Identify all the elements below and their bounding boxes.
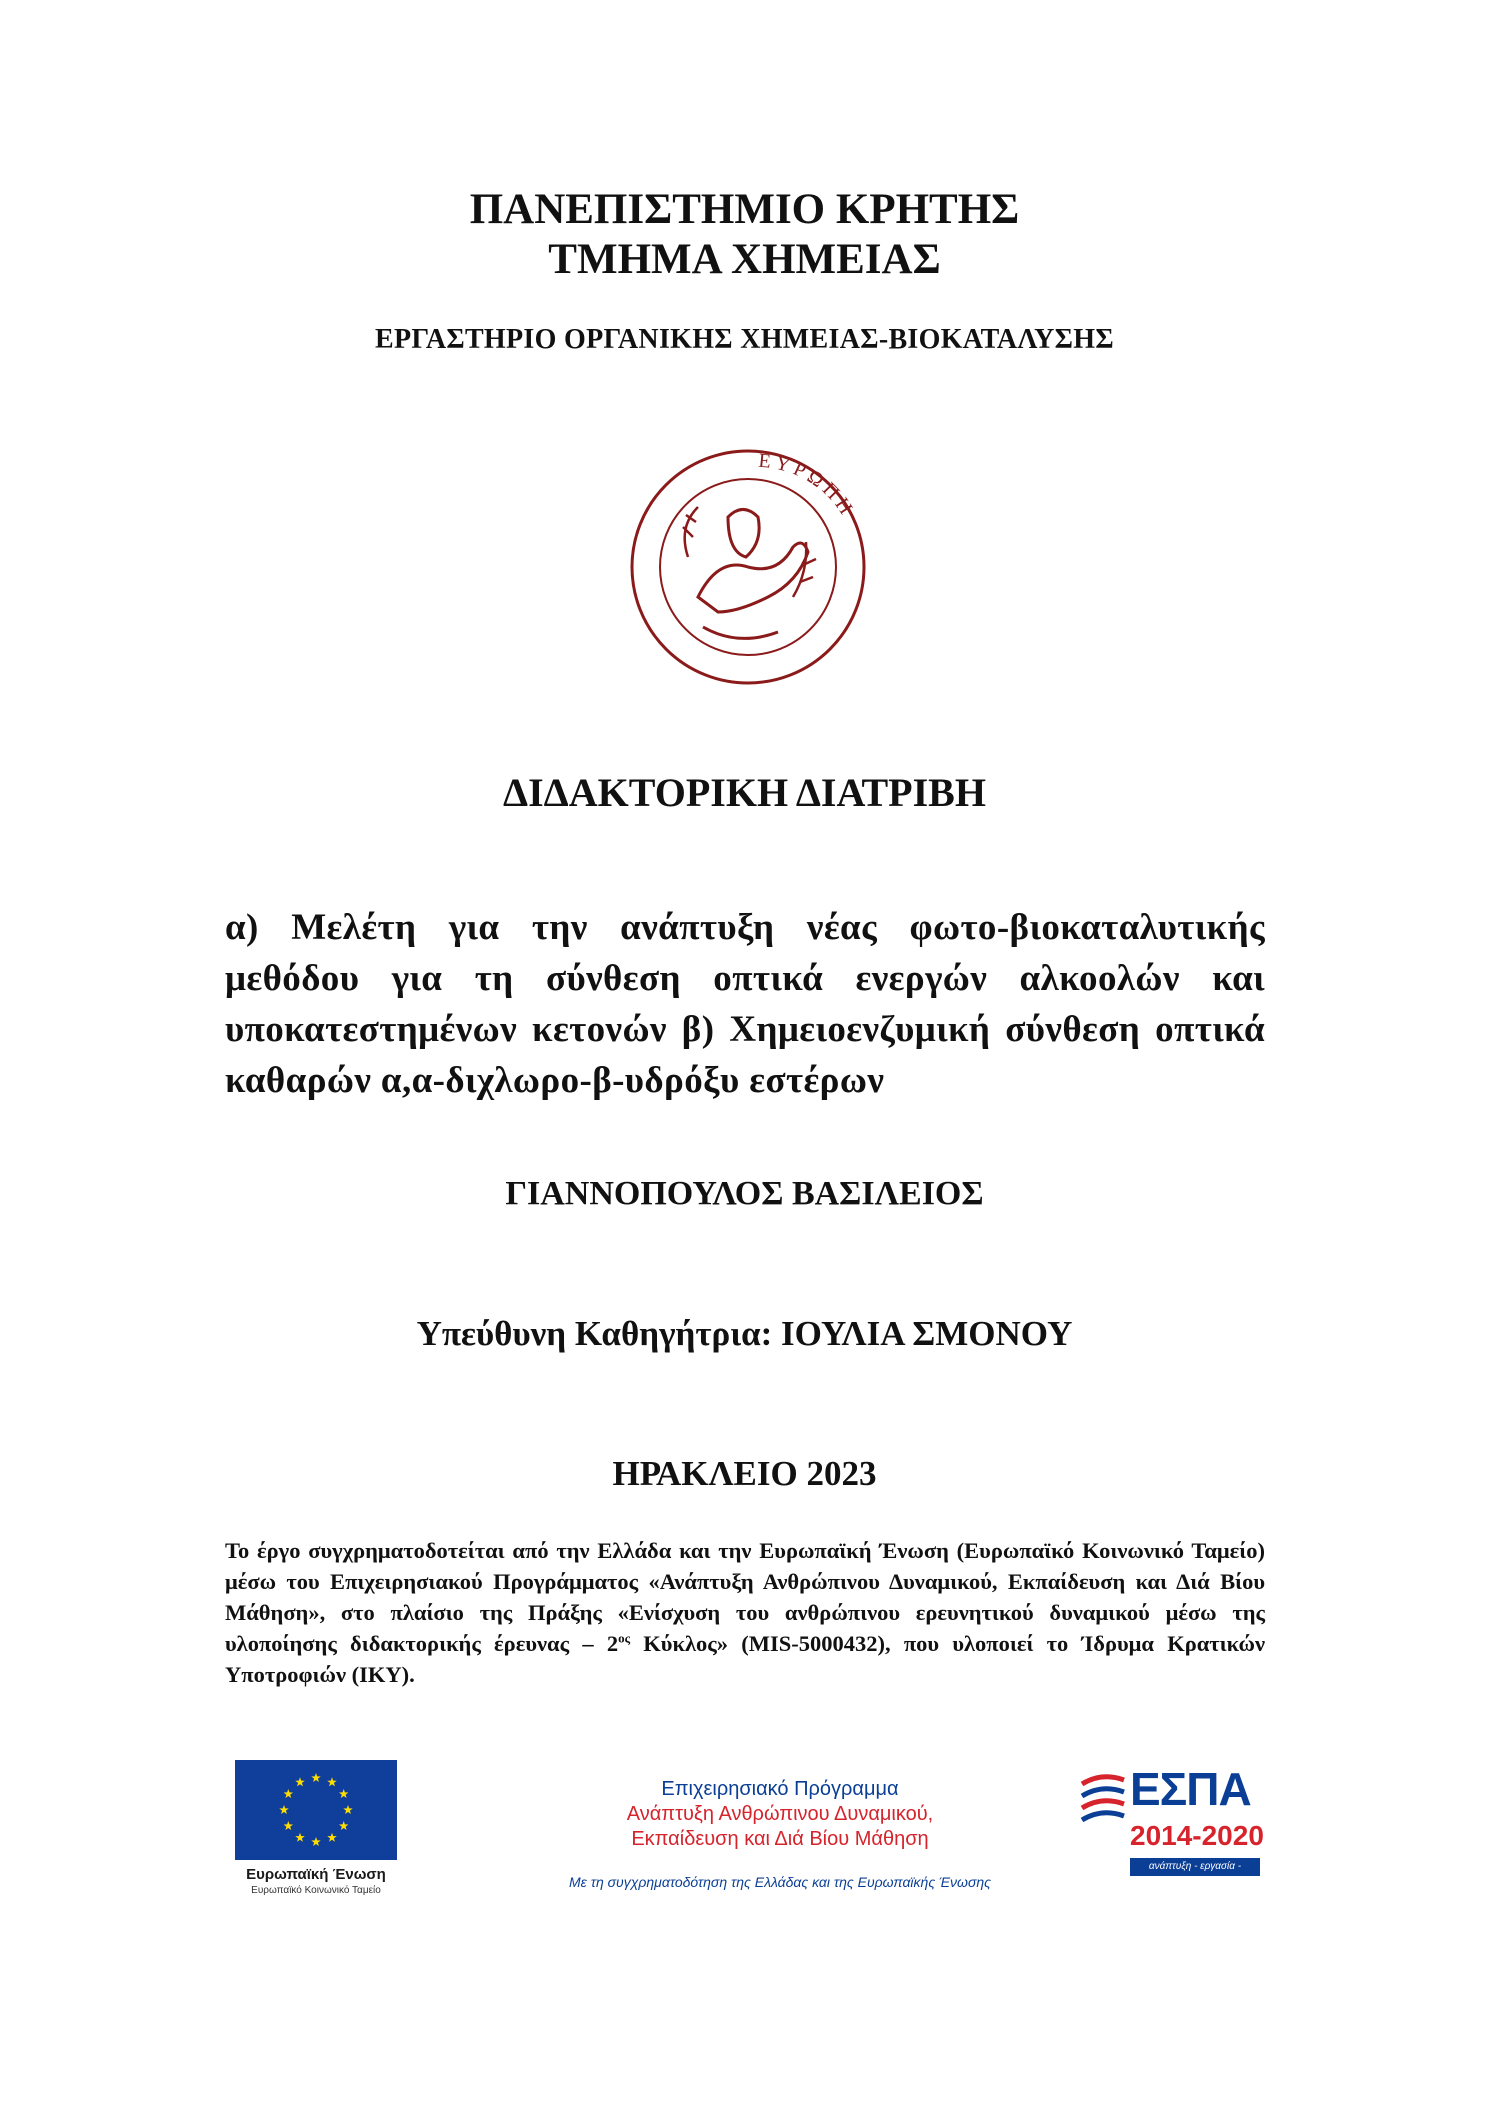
espa-word: ΕΣΠΑ	[1130, 1763, 1251, 1815]
university-seal-logo	[628, 447, 868, 687]
department-name: ΤΜΗΜΑ ΧΗΜΕΙΑΣ	[548, 236, 941, 283]
espa-years: 2014-2020	[1130, 1820, 1264, 1851]
programme-line-2: Ανάπτυξη Ανθρώπινου Δυναμικού,	[626, 1803, 934, 1825]
supervisor-line: Υπεύθυνη Καθηγήτρια: ΙΟΥΛΙΑ ΣΜΟΝΟΥ	[416, 1314, 1073, 1353]
espa-slogan: ανάπτυξη - εργασία - αλληλεγγύη	[1130, 1858, 1260, 1876]
laboratory-name: ΕΡΓΑΣΤΗΡΙΟ ΟΡΓΑΝΙΚΗΣ ΧΗΜΕΙΑΣ-ΒΙΟΚΑΤΑΛΥΣΗΣ	[375, 324, 1114, 355]
eu-name: Ευρωπαϊκή Ένωση	[246, 1866, 386, 1883]
operational-programme-logo	[500, 1776, 1060, 1890]
university-name: ΠΑΝΕΠΙΣΤΗΜΙΟ ΚΡΗΤΗΣ	[469, 186, 1020, 233]
eu-fund: Ευρωπαϊκό Κοινωνικό Ταμείο	[251, 1885, 381, 1896]
espa-stripes-icon	[1080, 1770, 1126, 1830]
eu-logo	[235, 1760, 397, 1896]
funding-text-before: Το έργο συγχρηματοδοτείται από την Ελλάδα και την Ευρωπαϊκή Ένωση (Ευρωπαϊκό Κοινωνικό Ταμείο) μέσω του Επιχειρησιακού Προγράμματος «Ανάπτυξη Ανθρώπινου Δυναμικού, Εκπαίδευση και Διά Βίου Μάθηση», στο πλαίσιο της Πράξης «Ενίσχυση του ανθρώπινου ερευνητικού δυναμικού μέσω της υλοποίησης διδακτορικής έρευνας – 2	[225, 1538, 1265, 1656]
author-name: ΓΙΑΝΝΟΠΟΥΛΟΣ ΒΑΣΙΛΕΙΟΣ	[505, 1175, 984, 1212]
cofunding-note: Με τη συγχρηματοδότηση της Ελλάδας και της Ευρωπαϊκής Ένωσης	[569, 1874, 991, 1890]
document-type: ΔΙΔΑΚΤΟΡΙΚΗ ΔΙΑΤΡΙΒΗ	[503, 770, 986, 815]
funding-superscript: ος	[618, 1630, 631, 1646]
svg-text:ΕΥΡΩΠΗ	[757, 450, 858, 522]
programme-line-1: Επιχειρησιακό Πρόγραμμα	[661, 1778, 899, 1800]
eu-flag-icon	[235, 1760, 397, 1860]
funding-statement	[225, 1535, 1265, 1690]
place-year: ΗΡΑΚΛΕΙΟ 2023	[612, 1454, 877, 1493]
funding-text-after: Κύκλος» (MIS-5000432), που υλοποιεί το Ίδρυμα Κρατικών Υποτροφιών (ΙΚΥ).	[225, 1631, 1265, 1687]
programme-line-3: Εκπαίδευση και Διά Βίου Μάθηση	[631, 1828, 929, 1850]
seal-text: ΕΥΡΩΠΗ	[757, 449, 859, 522]
thesis-title: α) Μελέτη για την ανάπτυξη νέας φωτο-βιοκαταλυτικής μεθόδου για τη σύνθεση οπτικά ενεργών αλκοολών και υποκατεστημένων κετονών β) Χημειοενζυμική σύνθεση οπτικά καθαρών α,α-διχλωρο-β-υδρόξυ εστέρων	[225, 907, 1265, 1101]
